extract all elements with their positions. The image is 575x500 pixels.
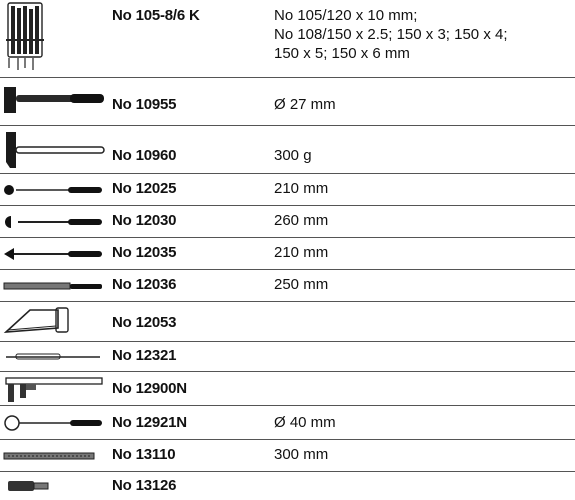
table-row (0, 342, 575, 372)
clamp-icon (0, 472, 108, 500)
table-row (0, 206, 575, 238)
item-spec: 300 mm (274, 446, 329, 463)
item-code: No 12030 (112, 212, 177, 229)
screwdriver-set-icon (0, 0, 108, 77)
machinist-hammer-icon (0, 126, 108, 173)
item-code: No 12035 (112, 244, 177, 261)
item-spec: Ø 27 mm (274, 96, 336, 113)
caliper-icon (0, 372, 108, 405)
item-code: No 10955 (112, 96, 177, 113)
item-spec: Ø 40 mm (274, 414, 336, 431)
table-row (0, 0, 575, 78)
cutting-blade-icon (0, 440, 108, 471)
table-row (0, 472, 575, 500)
table-row (0, 406, 575, 440)
wire-brush-icon (0, 406, 108, 439)
table-row (0, 126, 575, 174)
table-row (0, 270, 575, 302)
item-spec: 250 mm (274, 276, 329, 293)
table-row (0, 78, 575, 126)
table-row (0, 174, 575, 206)
item-spec: 210 mm (274, 180, 329, 197)
item-code: No 12025 (112, 180, 177, 197)
item-code: No 13110 (112, 446, 176, 463)
item-spec: 260 mm (274, 212, 329, 229)
hacksaw-icon (0, 302, 108, 341)
half-round-file-icon (0, 206, 108, 237)
table-row (0, 372, 575, 406)
item-code: No 12321 (112, 347, 177, 364)
needle-file-icon (0, 342, 108, 371)
hammer-icon (0, 78, 108, 125)
item-code: No 12053 (112, 314, 177, 331)
table-row (0, 440, 575, 472)
flat-file-icon (0, 270, 108, 301)
item-code: No 13126 (112, 477, 177, 494)
item-code: No 12036 (112, 276, 177, 293)
item-spec: 300 g (274, 147, 312, 164)
item-code: No 12921N (112, 414, 187, 431)
item-code: No 105-8/6 K (112, 7, 200, 24)
triangular-file-icon (0, 238, 108, 269)
item-spec: No 105/120 x 10 mm; No 108/150 x 2.5; 150 x 3; 150 x 4; 150 x 5; 150 x 6 mm (274, 7, 508, 62)
item-code: No 10960 (112, 147, 177, 164)
item-spec: 210 mm (274, 244, 329, 261)
table-row (0, 302, 575, 342)
round-file-icon (0, 174, 108, 205)
table-row (0, 238, 575, 270)
item-code: No 12900N (112, 380, 187, 397)
